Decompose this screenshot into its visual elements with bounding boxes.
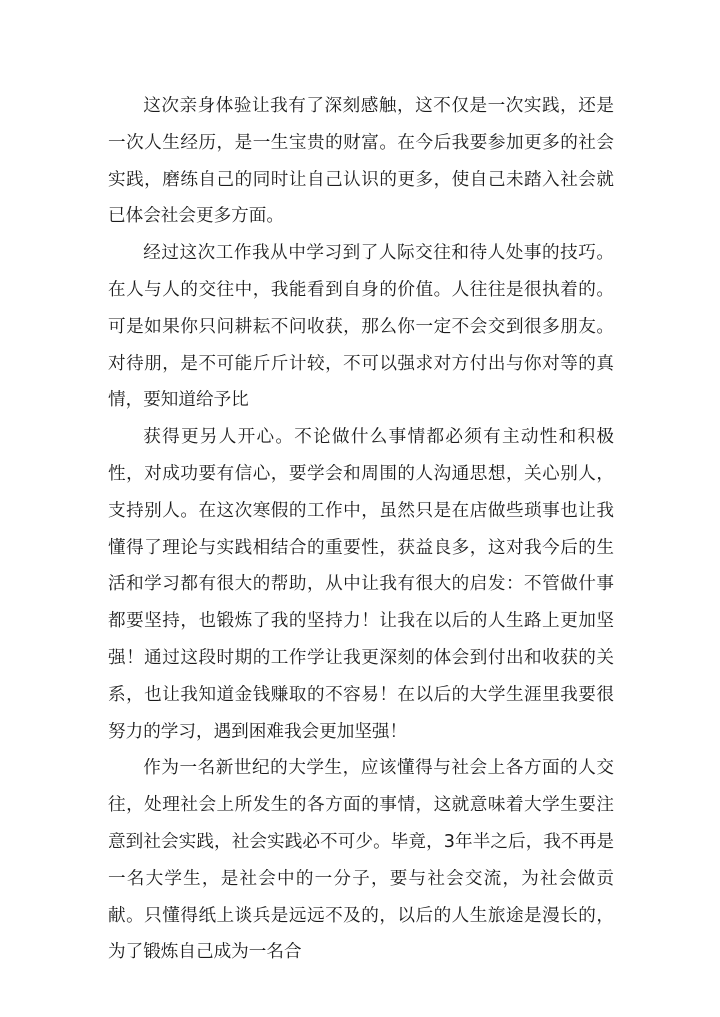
paragraph-3: 获得更另人开心。不论做什么事情都必须有主动性和积极性，对成功要有信心，要学会和周围的人沟通思想，关心别人，支持别人。在这次寒假的工作中，虽然只是在店做些琐事也让我懂得了理论与实践相结合的重要性，获益良多，这对我今后的生活和学习都有很大的帮助，从中让我有很大的启发：不管做什事都要坚持，也锻炼了我的坚持力！让我在以后的人生路上更加坚强！通过这段时期的工作学让我更深刻的体会到付出和收获的关系，也让我知道金钱赚取的不容易！在以后的大学生涯里我要很努力的学习，遇到困难我会更加坚强！ (108, 427, 614, 742)
document-page (108, 88, 614, 971)
paragraph-4: 作为一名新世纪的大学生，应该懂得与社会上各方面的人交往，处理社会上所发生的各方面的事情，这就意味着大学生要注意到社会实践，社会实践必不可少。毕竟，3年半之后，我不再是一名大学生，是社会中的一分子，要与社会交流，为社会做贡献。只懂得纸上谈兵是远远不及的，以后的人生旅途是漫长的，为了锻炼自己成为一名合 (108, 758, 614, 963)
paragraph-1: 这次亲身体验让我有了深刻感触，这不仅是一次实践，还是一次人生经历，是一生宝贵的财富。在今后我要参加更多的社会实践，磨练自己的同时让自己认识的更多，使自己未踏入社会就已体会社会更多方面。 (108, 96, 614, 227)
paragraph-2: 经过这次工作我从中学习到了人际交往和待人处事的技巧。在人与人的交往中，我能看到自身的价值。人往往是很执着的。可是如果你只问耕耘不问收获，那么你一定不会交到很多朋友。对待朋，是不可能斤斤计较，不可以强求对方付出与你对等的真情，要知道给予比 (108, 243, 614, 411)
